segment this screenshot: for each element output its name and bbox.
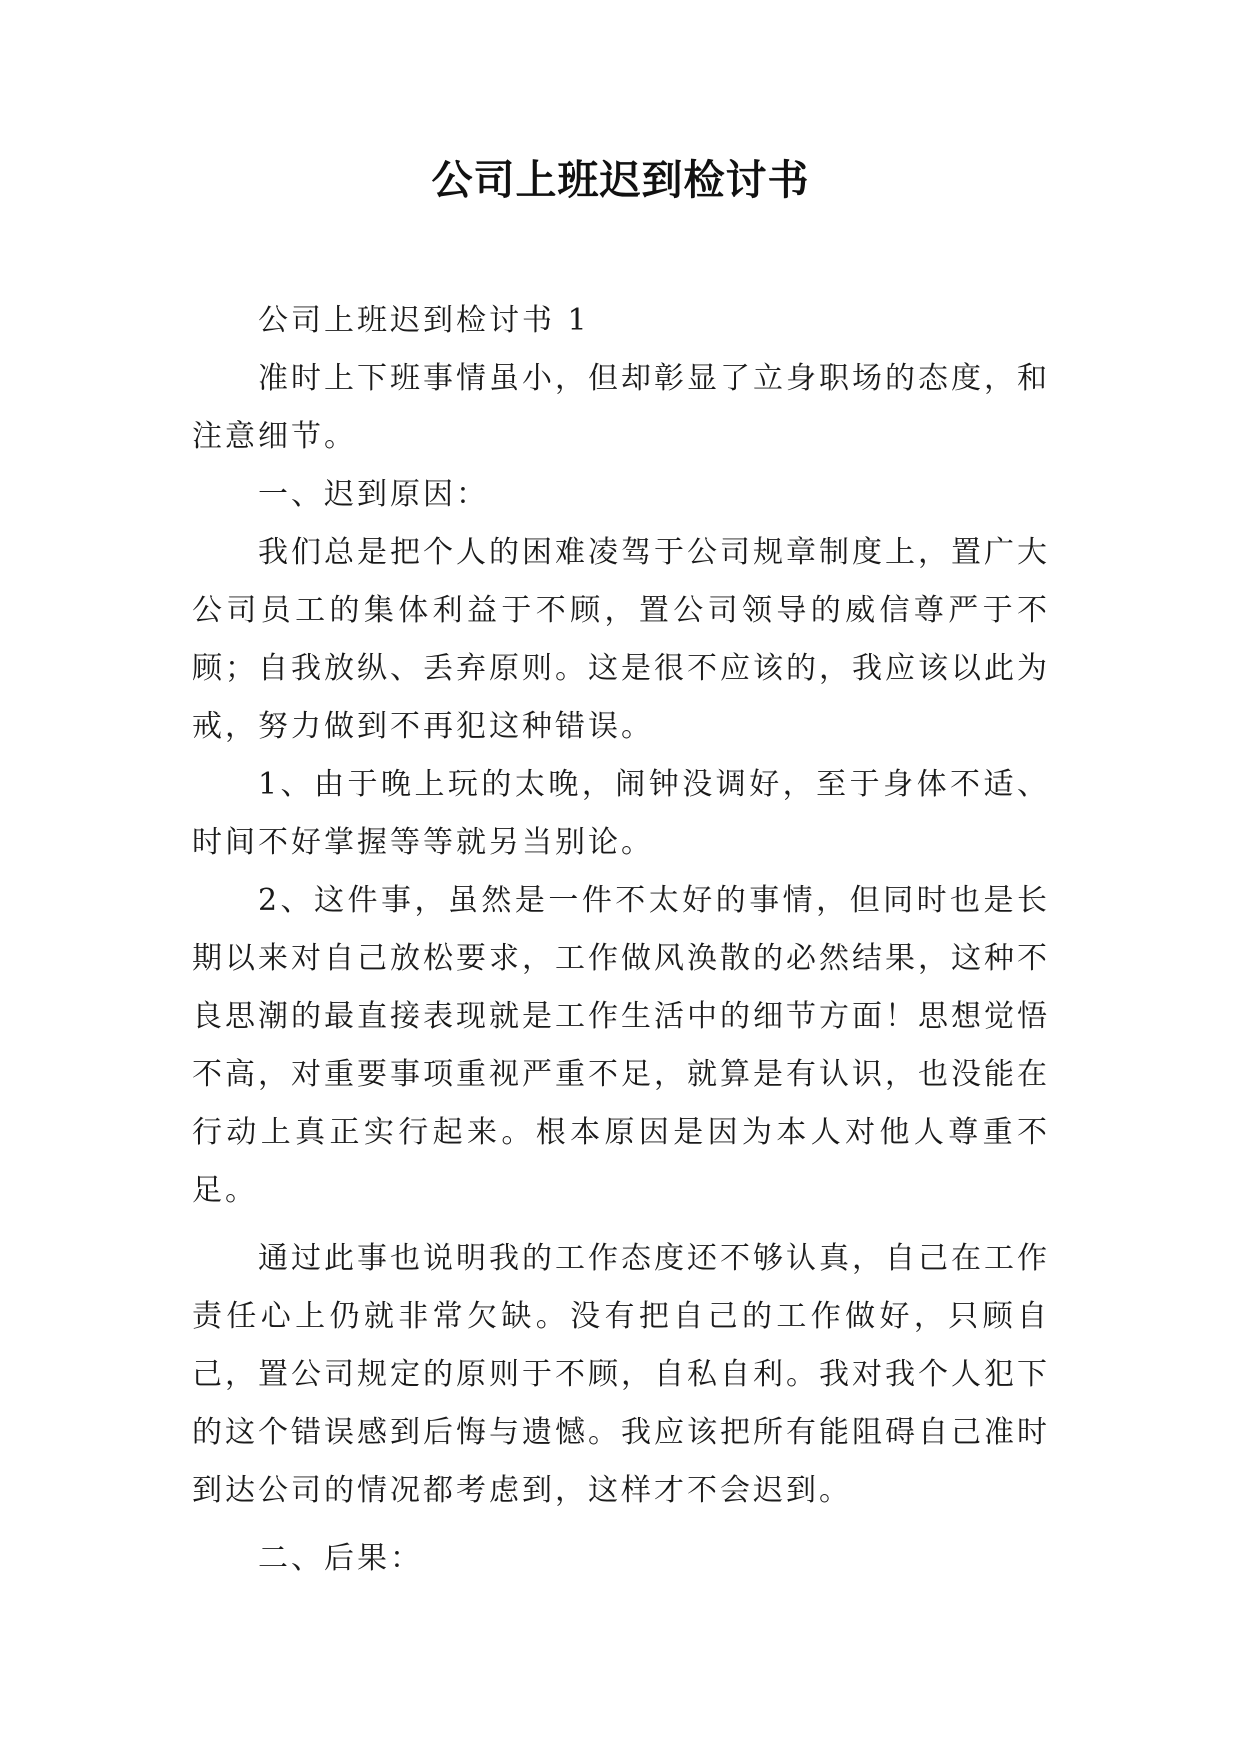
paragraph-reason-1: 1、由于晚上玩的太晚，闹钟没调好，至于身体不适、时间不好掌握等等就另当别论。 [192, 767, 1050, 860]
paragraph-reasons: 我们总是把个人的困难凌驾于公司规章制度上，置广大公司员工的集体利益于不顾，置公司领导的威信尊严于不顾；自我放纵、丢弃原则。这是很不应该的，我应该以此为戒，努力做到不再犯这种错误。 [192, 535, 1050, 744]
paragraph-reason-2: 2、这件事，虽然是一件不太好的事情，但同时也是长期以来对自己放松要求，工作做风涣散的必然结果，这种不良思潮的最直接表现就是工作生活中的细节方面！思想觉悟不高，对重要事项重视严重不足，就算是有认识，也没能在行动上真正实行起来。根本原因是因为本人对他人尊重不足。 [192, 883, 1050, 1208]
section-heading-consequences: 二、后果： [258, 1541, 423, 1576]
section-heading-reasons: 一、迟到原因： [258, 477, 489, 512]
paragraph-subtitle: 公司上班迟到检讨书 1 [258, 303, 590, 338]
document-body [192, 292, 1050, 1588]
document-title: 公司上班迟到检讨书 [431, 156, 810, 204]
paragraph-reflection: 通过此事也说明我的工作态度还不够认真，自己在工作责任心上仍就非常欠缺。没有把自己的工作做好，只顾自己，置公司规定的原则于不顾，自私自利。我对我个人犯下的这个错误感到后悔与遗憾。我应该把所有能阻碍自己准时到达公司的情况都考虑到，这样才不会迟到。 [192, 1241, 1050, 1508]
paragraph-intro: 准时上下班事情虽小，但却彰显了立身职场的态度，和注意细节。 [192, 361, 1050, 454]
